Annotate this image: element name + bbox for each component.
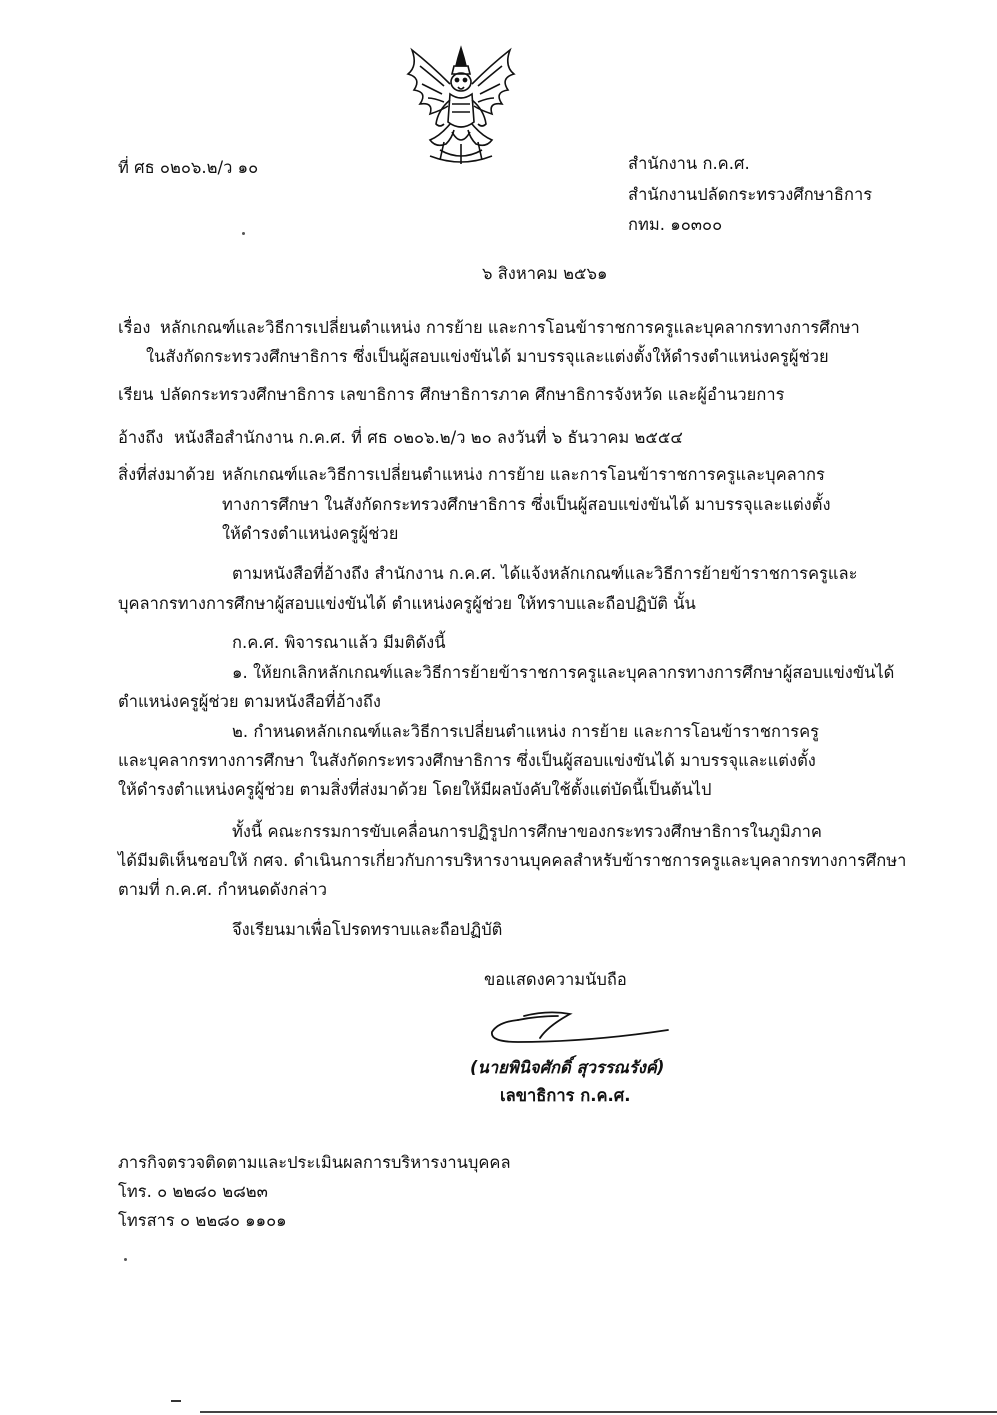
enclosure-line-3: ให้ดำรงตำแหน่งครูผู้ช่วย [222,524,399,543]
closing-salutation: ขอแสดงความนับถือ [484,970,627,989]
to-label: เรียน [118,385,154,404]
office-ministry: สำนักงานปลัดกระทรวงศึกษาธิการ [628,185,873,204]
scan-mark [171,1400,181,1402]
signature-icon [478,1002,674,1054]
paragraph-3-line-3: ตามที่ ก.ค.ศ. กำหนดดังกล่าว [118,880,327,899]
signatory-title: เลขาธิการ ก.ค.ศ. [500,1086,631,1105]
paragraph-1-line-1: ตามหนังสือที่อ้างถึง สำนักงาน ก.ค.ศ. ได้แจ้งหลักเกณฑ์และวิธีการย้ายข้าราชการครูและ [232,564,858,583]
footer-phone: โทร. ๐ ๒๒๘๐ ๒๘๒๓ [118,1182,268,1201]
scan-dot [124,1258,127,1261]
office-postcode: กทม. ๑๐๓๐๐ [628,215,723,234]
footer-fax: โทรสาร ๐ ๒๒๘๐ ๑๑๐๑ [118,1211,287,1230]
subject-line-2: ในสังกัดกระทรวงศึกษาธิการ ซึ่งเป็นผู้สอบแข่งขันได้ มาบรรจุและแต่งตั้งให้ดำรงตำแหน่งครูผู้ช่วย [146,347,829,366]
subject-line-1: หลักเกณฑ์และวิธีการเปลี่ยนตำแหน่ง การย้าย และการโอนข้าราชการครูและบุคลากรทางการศึกษา [160,318,860,337]
to-recipients: ปลัดกระทรวงศึกษาธิการ เลขาธิการ ศึกษาธิการภาค ศึกษาธิการจังหวัด และผู้อำนวยการ [160,385,785,404]
reference-label: อ้างถึง [118,428,164,447]
enclosure-line-1: หลักเกณฑ์และวิธีการเปลี่ยนตำแหน่ง การย้าย และการโอนข้าราชการครูและบุคลากร [222,465,825,484]
closing-request: จึงเรียนมาเพื่อโปรดทราบและถือปฏิบัติ [232,920,503,939]
paragraph-2: ก.ค.ศ. พิจารณาแล้ว มีมติดังนี้ [232,633,446,652]
reference-text: หนังสือสำนักงาน ก.ค.ศ. ที่ ศธ ๐๒๐๖.๒/ว ๒๐ ลงวันที่ ๖ ธันวาคม ๒๕๕๔ [174,428,683,447]
paragraph-3-line-2: ได้มีมติเห็นชอบให้ กศจ. ดำเนินการเกี่ยวกับการบริหารงานบุคคลสำหรับข้าราชการครูและบุคลากรทางการศึกษา [118,851,907,870]
item-2-line-3: ให้ดำรงตำแหน่งครูผู้ช่วย ตามสิ่งที่ส่งมาด้วย โดยให้มีผลบังคับใช้ตั้งแต่บัดนี้เป็นต้นไป [118,780,712,799]
enclosure-label: สิ่งที่ส่งมาด้วย [118,465,215,484]
subject-label: เรื่อง [118,318,151,337]
letter-date: ๖ สิงหาคม ๒๕๖๑ [482,264,608,283]
enclosure-line-2: ทางการศึกษา ในสังกัดกระทรวงศึกษาธิการ ซึ่งเป็นผู้สอบแข่งขันได้ มาบรรจุและแต่งตั้ง [222,495,831,514]
item-2-line-2: และบุคลากรทางการศึกษา ในสังกัดกระทรวงศึกษาธิการ ซึ่งเป็นผู้สอบแข่งขันได้ มาบรรจุและแต่งตั้ง [118,751,816,770]
office-name: สำนักงาน ก.ค.ศ. [628,154,750,173]
garuda-emblem-icon [400,44,522,168]
paragraph-1-line-2: บุคลากรทางการศึกษาผู้สอบแข่งขันได้ ตำแหน่งครูผู้ช่วย ให้ทราบและถือปฏิบัติ นั้น [118,594,696,613]
reference-number: ที่ ศธ ๐๒๐๖.๒/ว ๑๐ [118,158,259,177]
item-1-line-1: ๑. ให้ยกเลิกหลักเกณฑ์และวิธีการย้ายข้าราชการครูและบุคลากรทางการศึกษาผู้สอบแข่งขันได้ [232,663,895,682]
item-1-line-2: ตำแหน่งครูผู้ช่วย ตามหนังสือที่อ้างถึง [118,692,381,711]
signatory-name: (นายพินิจศักดิ์ สุวรรณรังค์) [470,1058,665,1077]
paragraph-3-line-1: ทั้งนี้ คณะกรรมการขับเคลื่อนการปฏิรูปการศึกษาของกระทรวงศึกษาธิการในภูมิภาค [232,822,822,841]
page-edge-line [200,1411,997,1413]
item-2-line-1: ๒. กำหนดหลักเกณฑ์และวิธีการเปลี่ยนตำแหน่ง การย้าย และการโอนข้าราชการครู [232,722,820,741]
footer-department: ภารกิจตรวจติดตามและประเมินผลการบริหารงานบุคคล [118,1153,511,1172]
scan-dot [242,232,245,235]
